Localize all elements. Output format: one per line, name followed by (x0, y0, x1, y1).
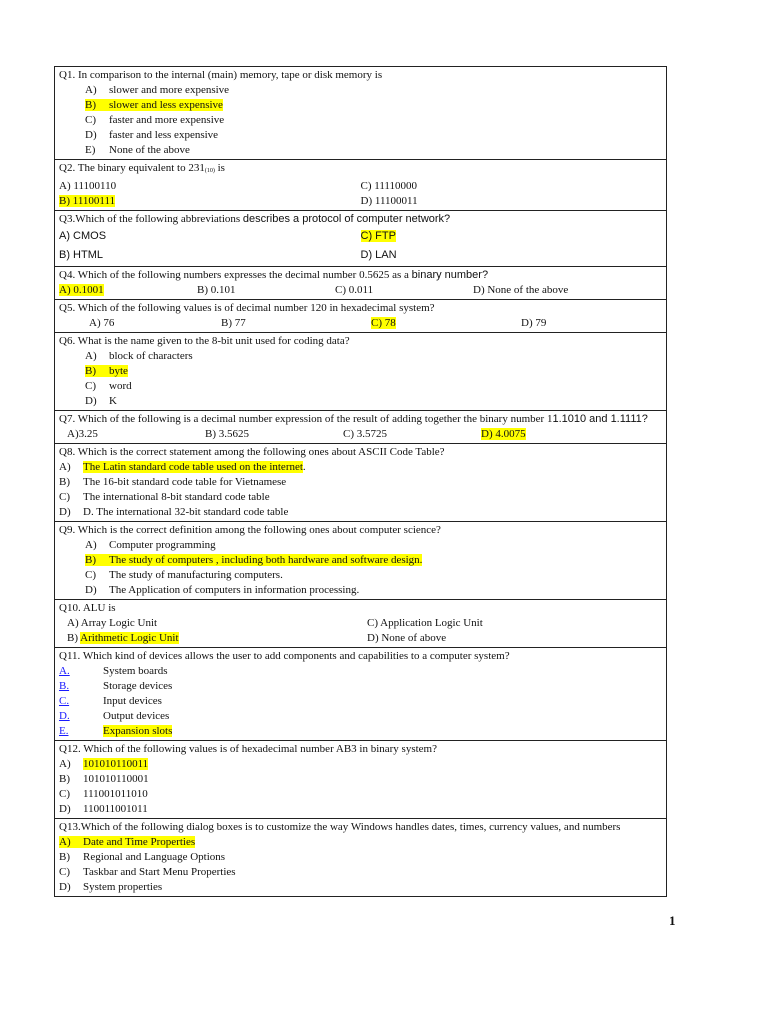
question-3-text: Q3.Which of the following abbreviations describes a protocol of computer network? (59, 213, 451, 225)
question-4 (54, 266, 667, 299)
q5-option-a: A) 76 (89, 317, 115, 329)
q7-option-d: D) 4.0075 (481, 428, 526, 440)
q1-option-d: D) faster and less expensive (85, 129, 219, 141)
q9-option-b: B) The study of computers , including both hardware and software design. (85, 554, 423, 566)
q11-option-b: B. Storage devices (59, 680, 173, 692)
q5-option-c: C) 78 (371, 317, 396, 329)
q3-option-a: A) CMOS (59, 230, 107, 242)
q11-option-d: D. Output devices (59, 710, 170, 722)
question-11-text: Q11. Which kind of devices allows the user to add components and capabilities to a computer system? (59, 650, 510, 662)
q3-option-c: C) FTP (360, 230, 396, 242)
question-9-text: Q9. Which is the correct definition among the following ones about computer science? (59, 524, 441, 536)
q8-option-d: D) D. The international 32-bit standard code table (59, 506, 289, 518)
q10-options-row-2 (59, 631, 662, 646)
question-5-text: Q5. Which of the following values is of decimal number 120 in hexadecimal system? (59, 302, 435, 314)
question-11 (54, 647, 667, 740)
q7-option-b: B) 3.5625 (205, 428, 249, 440)
q3-option-d: D) LAN (360, 249, 397, 261)
q9-option-d: D) The Application of computers in information processing. (85, 584, 360, 596)
q4-option-d: D) None of the above (473, 284, 569, 296)
q3-options-row-2 (59, 248, 662, 263)
question-8-text: Q8. Which is the correct statement among the following ones about ASCII Code Table? (59, 446, 445, 458)
q6-option-c: C) word (85, 380, 132, 392)
q7-option-a: A)3.25 (67, 428, 98, 440)
question-12 (54, 740, 667, 818)
question-5 (54, 299, 667, 332)
page-number: 1 (669, 913, 676, 928)
q4-option-b: B) 0.101 (197, 284, 236, 296)
q8-option-a: A) The Latin standard code table used on the internet. (59, 461, 306, 473)
question-10 (54, 599, 667, 647)
question-2-text: Q2. The binary equivalent to 231(10) is (59, 162, 225, 174)
q2-options-row-1 (59, 179, 662, 194)
q12-option-a: A) 101010110011 (59, 758, 149, 770)
q4-option-c: C) 0.011 (335, 284, 374, 296)
q12-option-d: D) 110011001011 (59, 803, 148, 815)
q9-option-a: A) Computer programming (85, 539, 216, 551)
question-13 (54, 818, 667, 897)
q1-option-b: B) slower and less expensive (85, 99, 223, 111)
question-6 (54, 332, 667, 410)
q12-option-b: B) 101010110001 (59, 773, 149, 785)
q3-options-row-1 (59, 229, 662, 244)
q6-option-d: D) K (85, 395, 117, 407)
q7-option-c: C) 3.5725 (343, 428, 387, 440)
question-4-text: Q4. Which of the following numbers expresses the decimal number 0.5625 as a binary number? (59, 269, 489, 281)
question-9 (54, 521, 667, 599)
q10-option-c: C) Application Logic Unit (367, 617, 483, 629)
q13-option-d: D) System properties (59, 881, 163, 893)
q11-option-e: E. Expansion slots (59, 725, 173, 737)
question-table (54, 66, 667, 897)
question-2 (54, 159, 667, 210)
q13-option-a: A) Date and Time Properties (59, 836, 196, 848)
question-3 (54, 210, 667, 266)
q5-option-d: D) 79 (521, 317, 547, 329)
q6-option-a: A) block of characters (85, 350, 193, 362)
q3-option-b: B) HTML (59, 249, 103, 261)
q12-option-c: C) 111001011010 (59, 788, 148, 800)
q13-option-b: B) Regional and Language Options (59, 851, 226, 863)
q11-option-a: A. System boards (59, 665, 168, 677)
question-8 (54, 443, 667, 521)
q1-option-e: E) None of the above (85, 144, 190, 156)
q4-options-row (59, 283, 662, 298)
q2-option-d: D) 11100011 (360, 195, 418, 207)
question-7 (54, 410, 667, 443)
q1-option-a: A) slower and more expensive (85, 84, 230, 96)
q4-option-a: A) 0.1001 (59, 284, 104, 296)
q2-option-b: B) 11100111 (59, 195, 116, 207)
question-10-text: Q10. ALU is (59, 602, 116, 614)
question-12-text: Q12. Which of the following values is of hexadecimal number AB3 in binary system? (59, 743, 437, 755)
q9-option-c: C) The study of manufacturing computers. (85, 569, 283, 581)
q10-option-b: B) Arithmetic Logic Unit (67, 632, 179, 644)
q10-option-d: D) None of above (367, 632, 447, 644)
question-1-text: Q1. In comparison to the internal (main) memory, tape or disk memory is (59, 69, 383, 81)
q8-option-b: B) The 16-bit standard code table for Vietnamese (59, 476, 287, 488)
q5-option-b: B) 77 (221, 317, 246, 329)
question-1 (54, 66, 667, 159)
q2-options-row-2 (59, 194, 662, 209)
q2-option-c: C) 11110000 (360, 180, 418, 192)
q10-options-row-1 (59, 616, 662, 631)
q11-option-c: C. Input devices (59, 695, 162, 707)
q2-option-a: A) 11100110 (59, 180, 117, 192)
q1-option-c: C) faster and more expensive (85, 114, 225, 126)
q7-options-row (59, 427, 662, 442)
q8-option-c: C) The international 8-bit standard code table (59, 491, 270, 503)
q10-option-a: A) Array Logic Unit (67, 617, 158, 629)
question-13-text: Q13.Which of the following dialog boxes is to customize the way Windows handles dates, times, currency values, and numbers (59, 821, 621, 833)
q6-option-b: B) byte (85, 365, 128, 377)
q13-option-c: C) Taskbar and Start Menu Properties (59, 866, 236, 878)
q5-options-row (59, 316, 662, 331)
question-6-text: Q6. What is the name given to the 8-bit unit used for coding data? (59, 335, 350, 347)
question-7-text: Q7. Which of the following is a decimal number expression of the result of adding together the binary number 11.1010 and 1.1111? (59, 413, 648, 425)
